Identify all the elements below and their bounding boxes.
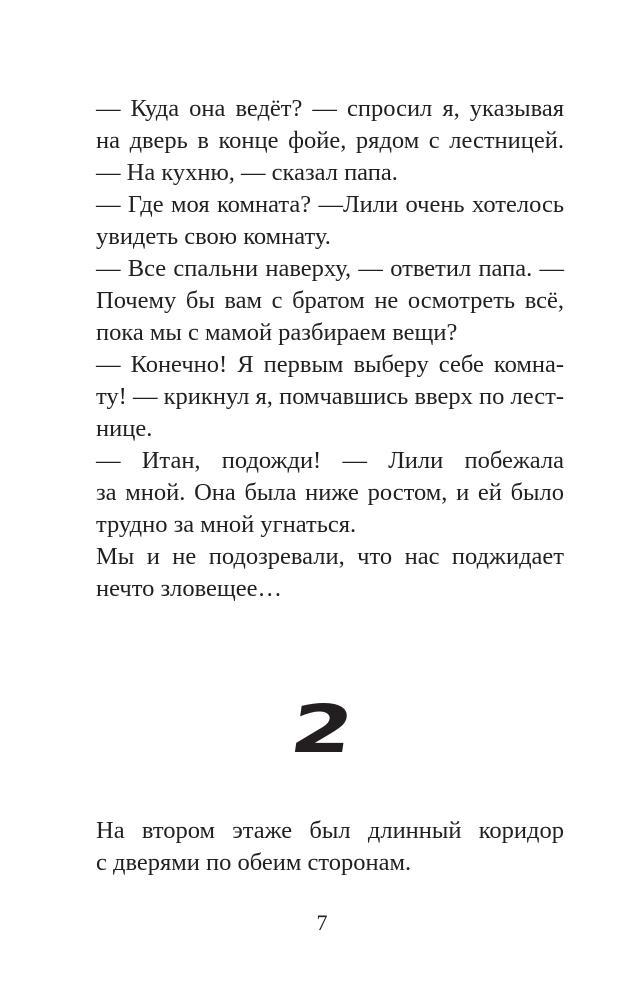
text-line: — Все спальни наверху, — ответил папа. — bbox=[96, 255, 564, 282]
text-line: На втором этаже был длинный коридор bbox=[96, 817, 564, 844]
text-line: нечто зловещее… bbox=[96, 575, 283, 602]
text-line: увидеть свою комнату. bbox=[96, 223, 331, 250]
page-number: 7 bbox=[316, 910, 328, 935]
text-line: нице. bbox=[96, 415, 153, 442]
text-line: трудно за мной угнаться. bbox=[96, 511, 357, 538]
chapter-number bbox=[0, 690, 644, 770]
text-line: ту! — крикнул я, помчавшись вверх по лест- bbox=[96, 383, 564, 410]
text-line: — На кухню, — сказал папа. bbox=[96, 159, 398, 186]
text-line: — Конечно! Я первым выберу себе комна- bbox=[96, 351, 564, 378]
text-line: на дверь в конце фойе, рядом с лестницей. bbox=[96, 127, 564, 154]
text-line: — Итан, подожди! — Лили побежала bbox=[96, 447, 564, 474]
text-line: пока мы с мамой разбираем вещи? bbox=[96, 319, 458, 346]
text-line: за мной. Она была ниже ростом, и ей было bbox=[96, 479, 564, 506]
chapter-number-text: 2 bbox=[285, 691, 359, 768]
text-line: — Где моя комната? —Лили очень хотелось bbox=[96, 191, 564, 218]
text-line: — Куда она ведёт? — спросил я, указывая bbox=[96, 95, 564, 122]
text-line: Мы и не подозревали, что нас поджидает bbox=[96, 543, 564, 570]
text-line: Почему бы вам с братом не осмотреть всё, bbox=[96, 287, 564, 314]
text-line: с дверями по обеим сторонам. bbox=[96, 849, 412, 876]
